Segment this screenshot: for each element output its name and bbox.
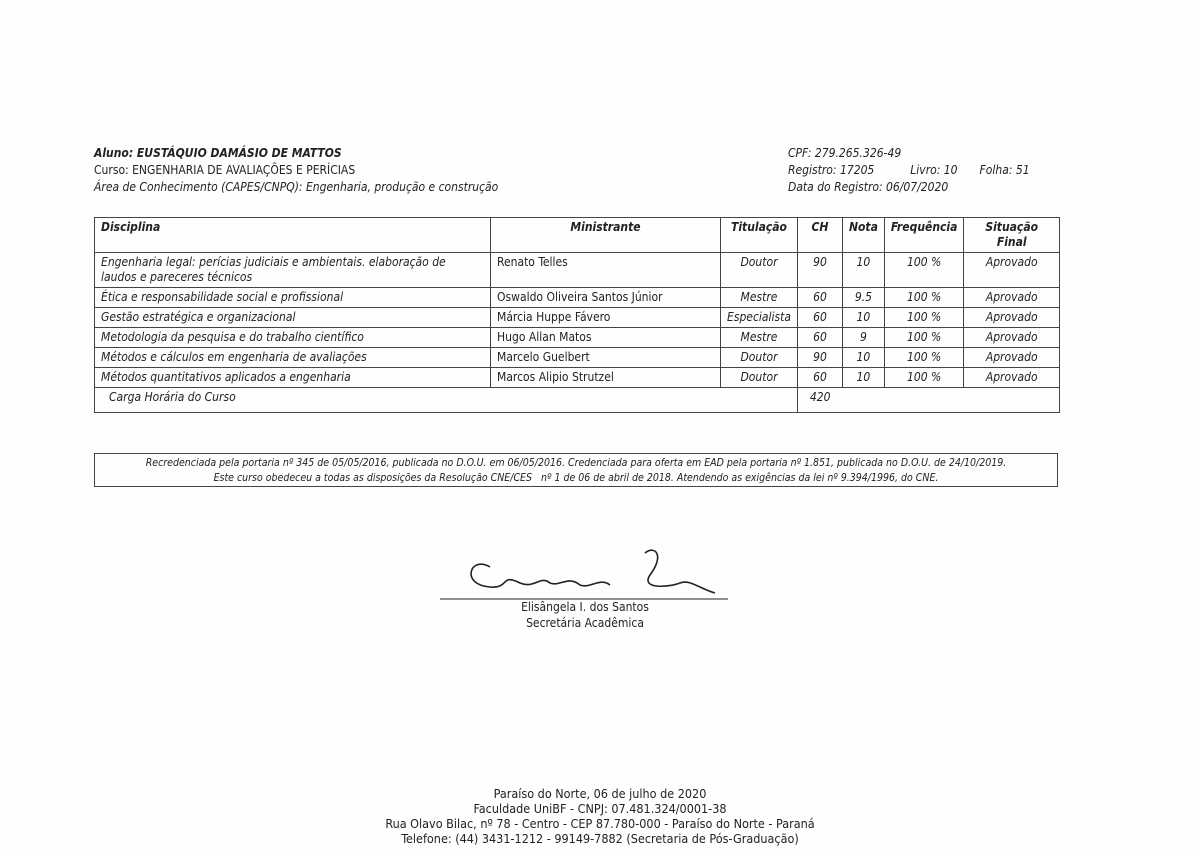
phone: Telefone: (44) 3431-1212 - 99149-7882 (Secretaria de Pós-Graduação)	[401, 831, 799, 846]
cell-disciplina: Engenharia legal: perícias judiciais e ambientais. elaboração de laudos e pareceres técnicos	[95, 253, 491, 288]
header-ministrante: Ministrante	[491, 218, 721, 253]
cell-disciplina: Métodos e cálculos em engenharia de avaliações	[95, 348, 491, 368]
cell-nota: 10	[842, 368, 884, 388]
cell-ch: 90	[797, 348, 842, 368]
cell-titulacao: Doutor	[721, 348, 798, 368]
cell-ministrante: Marcos Alipio Strutzel	[491, 368, 721, 388]
cell-situacao: Aprovado	[964, 253, 1060, 288]
registry-date: Data do Registro: 06/07/2020	[788, 180, 949, 194]
table-row	[95, 368, 1060, 388]
total-row	[95, 388, 1060, 413]
cell-ch: 60	[797, 308, 842, 328]
cell-frequencia: 100 %	[884, 368, 964, 388]
cell-disciplina: Métodos quantitativos aplicados a engenharia	[95, 368, 491, 388]
knowledge-area: Área de Conhecimento (CAPES/CNPQ): Engenharia, produção e construção	[94, 180, 499, 194]
cell-titulacao: Mestre	[721, 288, 798, 308]
cell-situacao: Aprovado	[964, 308, 1060, 328]
header-ch: CH	[797, 218, 842, 253]
folha: Folha: 51	[979, 163, 1030, 177]
table-header	[95, 218, 1060, 253]
accreditation-notice	[94, 453, 1058, 487]
notice-line-2: Este curso obedeceu a todas as disposições da Resolução CNE/CES nº 1 de 06 de abril de 2018. Atendendo as exigências da lei nº 9.394/1996, do CNE.	[213, 472, 939, 484]
header-nota: Nota	[842, 218, 884, 253]
cell-ch: 90	[797, 253, 842, 288]
cell-situacao: Aprovado	[964, 368, 1060, 388]
cell-nota: 9	[842, 328, 884, 348]
header-situacao: Situação Final	[964, 218, 1060, 253]
registro: Registro: 17205	[788, 163, 875, 177]
cell-ch: 60	[797, 328, 842, 348]
footer	[250, 786, 950, 846]
cell-ministrante: Marcelo Guelbert	[491, 348, 721, 368]
cell-situacao: Aprovado	[964, 348, 1060, 368]
signatory-name: Elisângela I. dos Santos	[521, 600, 649, 614]
address: Rua Olavo Bilac, nº 78 - Centro - CEP 87.780-000 - Paraíso do Norte - Paraná	[385, 816, 815, 831]
cell-titulacao: Especialista	[721, 308, 798, 328]
cell-nota: 10	[842, 308, 884, 328]
student-info	[94, 145, 498, 196]
cell-ministrante: Hugo Allan Matos	[491, 328, 721, 348]
cell-nota: 9.5	[842, 288, 884, 308]
cell-disciplina: Metodologia da pesquisa e do trabalho científico	[95, 328, 491, 348]
total-label: Carga Horária do Curso	[95, 388, 798, 413]
cell-titulacao: Mestre	[721, 328, 798, 348]
cell-ministrante: Márcia Huppe Fávero	[491, 308, 721, 328]
institution: Faculdade UniBF - CNPJ: 07.481.324/0001-38	[473, 801, 727, 816]
cell-disciplina: Ética e responsabilidade social e profissional	[95, 288, 491, 308]
table-row	[95, 308, 1060, 328]
cell-ministrante: Renato Telles	[491, 253, 721, 288]
cell-frequencia: 100 %	[884, 288, 964, 308]
registry-info	[788, 145, 1030, 196]
notice-line-1: Recredenciada pela portaria nº 345 de 05/05/2016, publicada no D.O.U. em 06/05/2016. Credenciada para oferta em EAD pela portaria nº 1.851, publicada no D.O.U. de 24/10/2019.	[145, 457, 1007, 469]
cell-nota: 10	[842, 348, 884, 368]
table-row	[95, 253, 1060, 288]
signature-image	[440, 545, 730, 605]
header-titulacao: Titulação	[721, 218, 798, 253]
header-frequencia: Frequência	[884, 218, 964, 253]
course-name: Curso: ENGENHARIA DE AVALIAÇÕES E PERÍCIAS	[94, 163, 356, 177]
cell-ch: 60	[797, 368, 842, 388]
cell-frequencia: 100 %	[884, 328, 964, 348]
cell-ch: 60	[797, 288, 842, 308]
table-row	[95, 328, 1060, 348]
cell-frequencia: 100 %	[884, 308, 964, 328]
total-value: 420	[797, 388, 842, 413]
cell-titulacao: Doutor	[721, 368, 798, 388]
cell-titulacao: Doutor	[721, 253, 798, 288]
place-date: Paraíso do Norte, 06 de julho de 2020	[493, 786, 707, 801]
header-disciplina: Disciplina	[95, 218, 491, 253]
cell-situacao: Aprovado	[964, 328, 1060, 348]
student-name: Aluno: EUSTÁQUIO DAMÁSIO DE MATTOS	[94, 146, 342, 160]
signatory-role: Secretária Acadêmica	[526, 616, 644, 630]
cell-disciplina: Gestão estratégica e organizacional	[95, 308, 491, 328]
cpf: CPF: 279.265.326-49	[788, 146, 902, 160]
table-row	[95, 348, 1060, 368]
cell-ministrante: Oswaldo Oliveira Santos Júnior	[491, 288, 721, 308]
grades-table	[94, 217, 1060, 413]
cell-frequencia: 100 %	[884, 253, 964, 288]
cell-frequencia: 100 %	[884, 348, 964, 368]
cell-situacao: Aprovado	[964, 288, 1060, 308]
table-row	[95, 288, 1060, 308]
cell-nota: 10	[842, 253, 884, 288]
livro: Livro: 10	[910, 163, 958, 177]
